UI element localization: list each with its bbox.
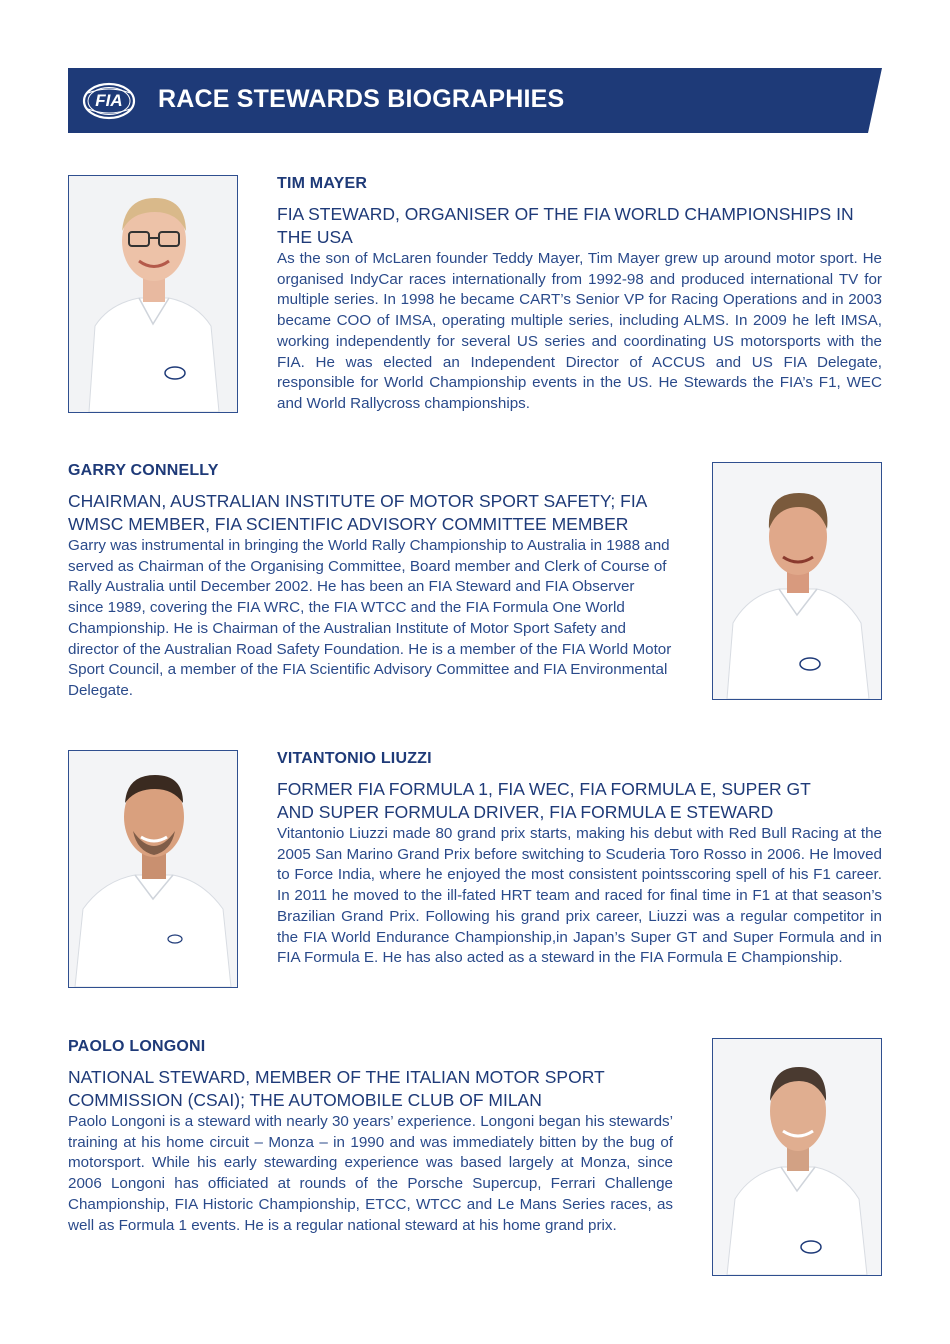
bio-text: Paolo Longoni is a steward with nearly 30 years’ experience. Longoni began his stewards’ training at his home circuit – Monza – in 1990 and was immediately bitten by the bug of motorsport. While his early stewarding experience was based largely at Monza, since 2006 Longoni has officiated at rounds of the Porsche Supercup, Ferrari Challenge Championship, FIA Historic Championship, ETCC, WTCC and Le Mans Series races, as well as Formula 1 events. He is a regular national steward at his home grand prix. (68, 1113, 673, 1234)
page-title: RACE STEWARDS BIOGRAPHIES (158, 85, 565, 113)
header-band (68, 68, 882, 133)
bio-role: FIA STEWARD, ORGANISER OF THE FIA WORLD CHAMPIONSHIPS IN THE USA (277, 204, 854, 247)
fia-logo (82, 81, 136, 121)
photo-vitantonio-liuzzi (68, 750, 238, 988)
bio-text: Vitantonio Liuzzi made 80 grand prix starts, making his debut with Red Bull Racing at the 2005 San Marino Grand Prix before switching to Scuderia Toro Rosso in 2006. He lmoved to Force India, where he enjoyed the most consistent pointsscoring spell of his F1 career. In 2011 he moved to the ill-fated HRT team and raced for final time in F1 at that season’s Brazilian Grand Prix. Following his grand prix career, Liuzzi was a regular competitor in the FIA World Endurance Championship,in Japan’s Super GT and Super Formula and in FIA Formula E. He has also acted as a steward in the FIA Formula E Championship. (277, 825, 882, 967)
bio-text: Garry was instrumental in bringing the World Rally Championship to Australia in 1988 and served as Chairman of the Organising Committee, Board member and Clerk of Course of Rally Australia until December 2002. He has been an FIA Steward and FIA Observer since 1989, covering the FIA WRC, the FIA WTCC and the FIA Formula One World Championship. He is Chairman of the Australian Institute of Motor Sport Safety and director of the Australian Road Safety Foundation. He is a member of the FIA World Motor Sport Council, a member of the FIA Scientific Advisory Committee and FIA Environmental Delegate. (68, 537, 672, 699)
bio-name: VITANTONIO LIUZZI (277, 750, 432, 767)
bio-name: PAOLO LONGONI (68, 1038, 206, 1055)
bio-text: As the son of McLaren founder Teddy Mayer, Tim Mayer grew up around motor sport. He organised IndyCar races internationally from 1992-98 and produced international TV for multiple series. In 1998 he became CART’s Senior VP for Racing Operations and in 2003 became COO of IMSA, operating multiple series, including ALMS. In 2009 he left IMSA, working independently for several US series and coordinating US motorsports with the FIA. He was elected an Independent Director of ACCUS and US FIA Delegate, responsible for World Championship events in the US. He Stewards the FIA’s F1, WEC and World Rallycross championships. (277, 250, 882, 412)
bio-paolo-longoni (68, 1038, 673, 1236)
bio-name: GARRY CONNELLY (68, 462, 219, 479)
bio-tim-mayer (277, 175, 882, 415)
logo-text: FIA (95, 91, 123, 110)
bio-name: TIM MAYER (277, 175, 368, 192)
photo-tim-mayer (68, 175, 238, 413)
bio-role: FORMER FIA FORMULA 1, FIA WEC, FIA FORMULA E, SUPER GT AND SUPER FORMULA DRIVER, FIA FORMULA E STEWARD (277, 779, 811, 822)
photo-garry-connelly (712, 462, 882, 700)
photo-paolo-longoni (712, 1038, 882, 1276)
bio-vitantonio-liuzzi (277, 750, 882, 969)
bio-garry-connelly (68, 462, 672, 702)
bio-role: NATIONAL STEWARD, MEMBER OF THE ITALIAN MOTOR SPORT COMMISSION (CSAI); THE AUTOMOBILE CLUB OF MILAN (68, 1067, 605, 1110)
bio-role: CHAIRMAN, AUSTRALIAN INSTITUTE OF MOTOR SPORT SAFETY; FIA WMSC MEMBER, FIA SCIENTIFIC ADVISORY COMMITTEE MEMBER (68, 491, 647, 534)
